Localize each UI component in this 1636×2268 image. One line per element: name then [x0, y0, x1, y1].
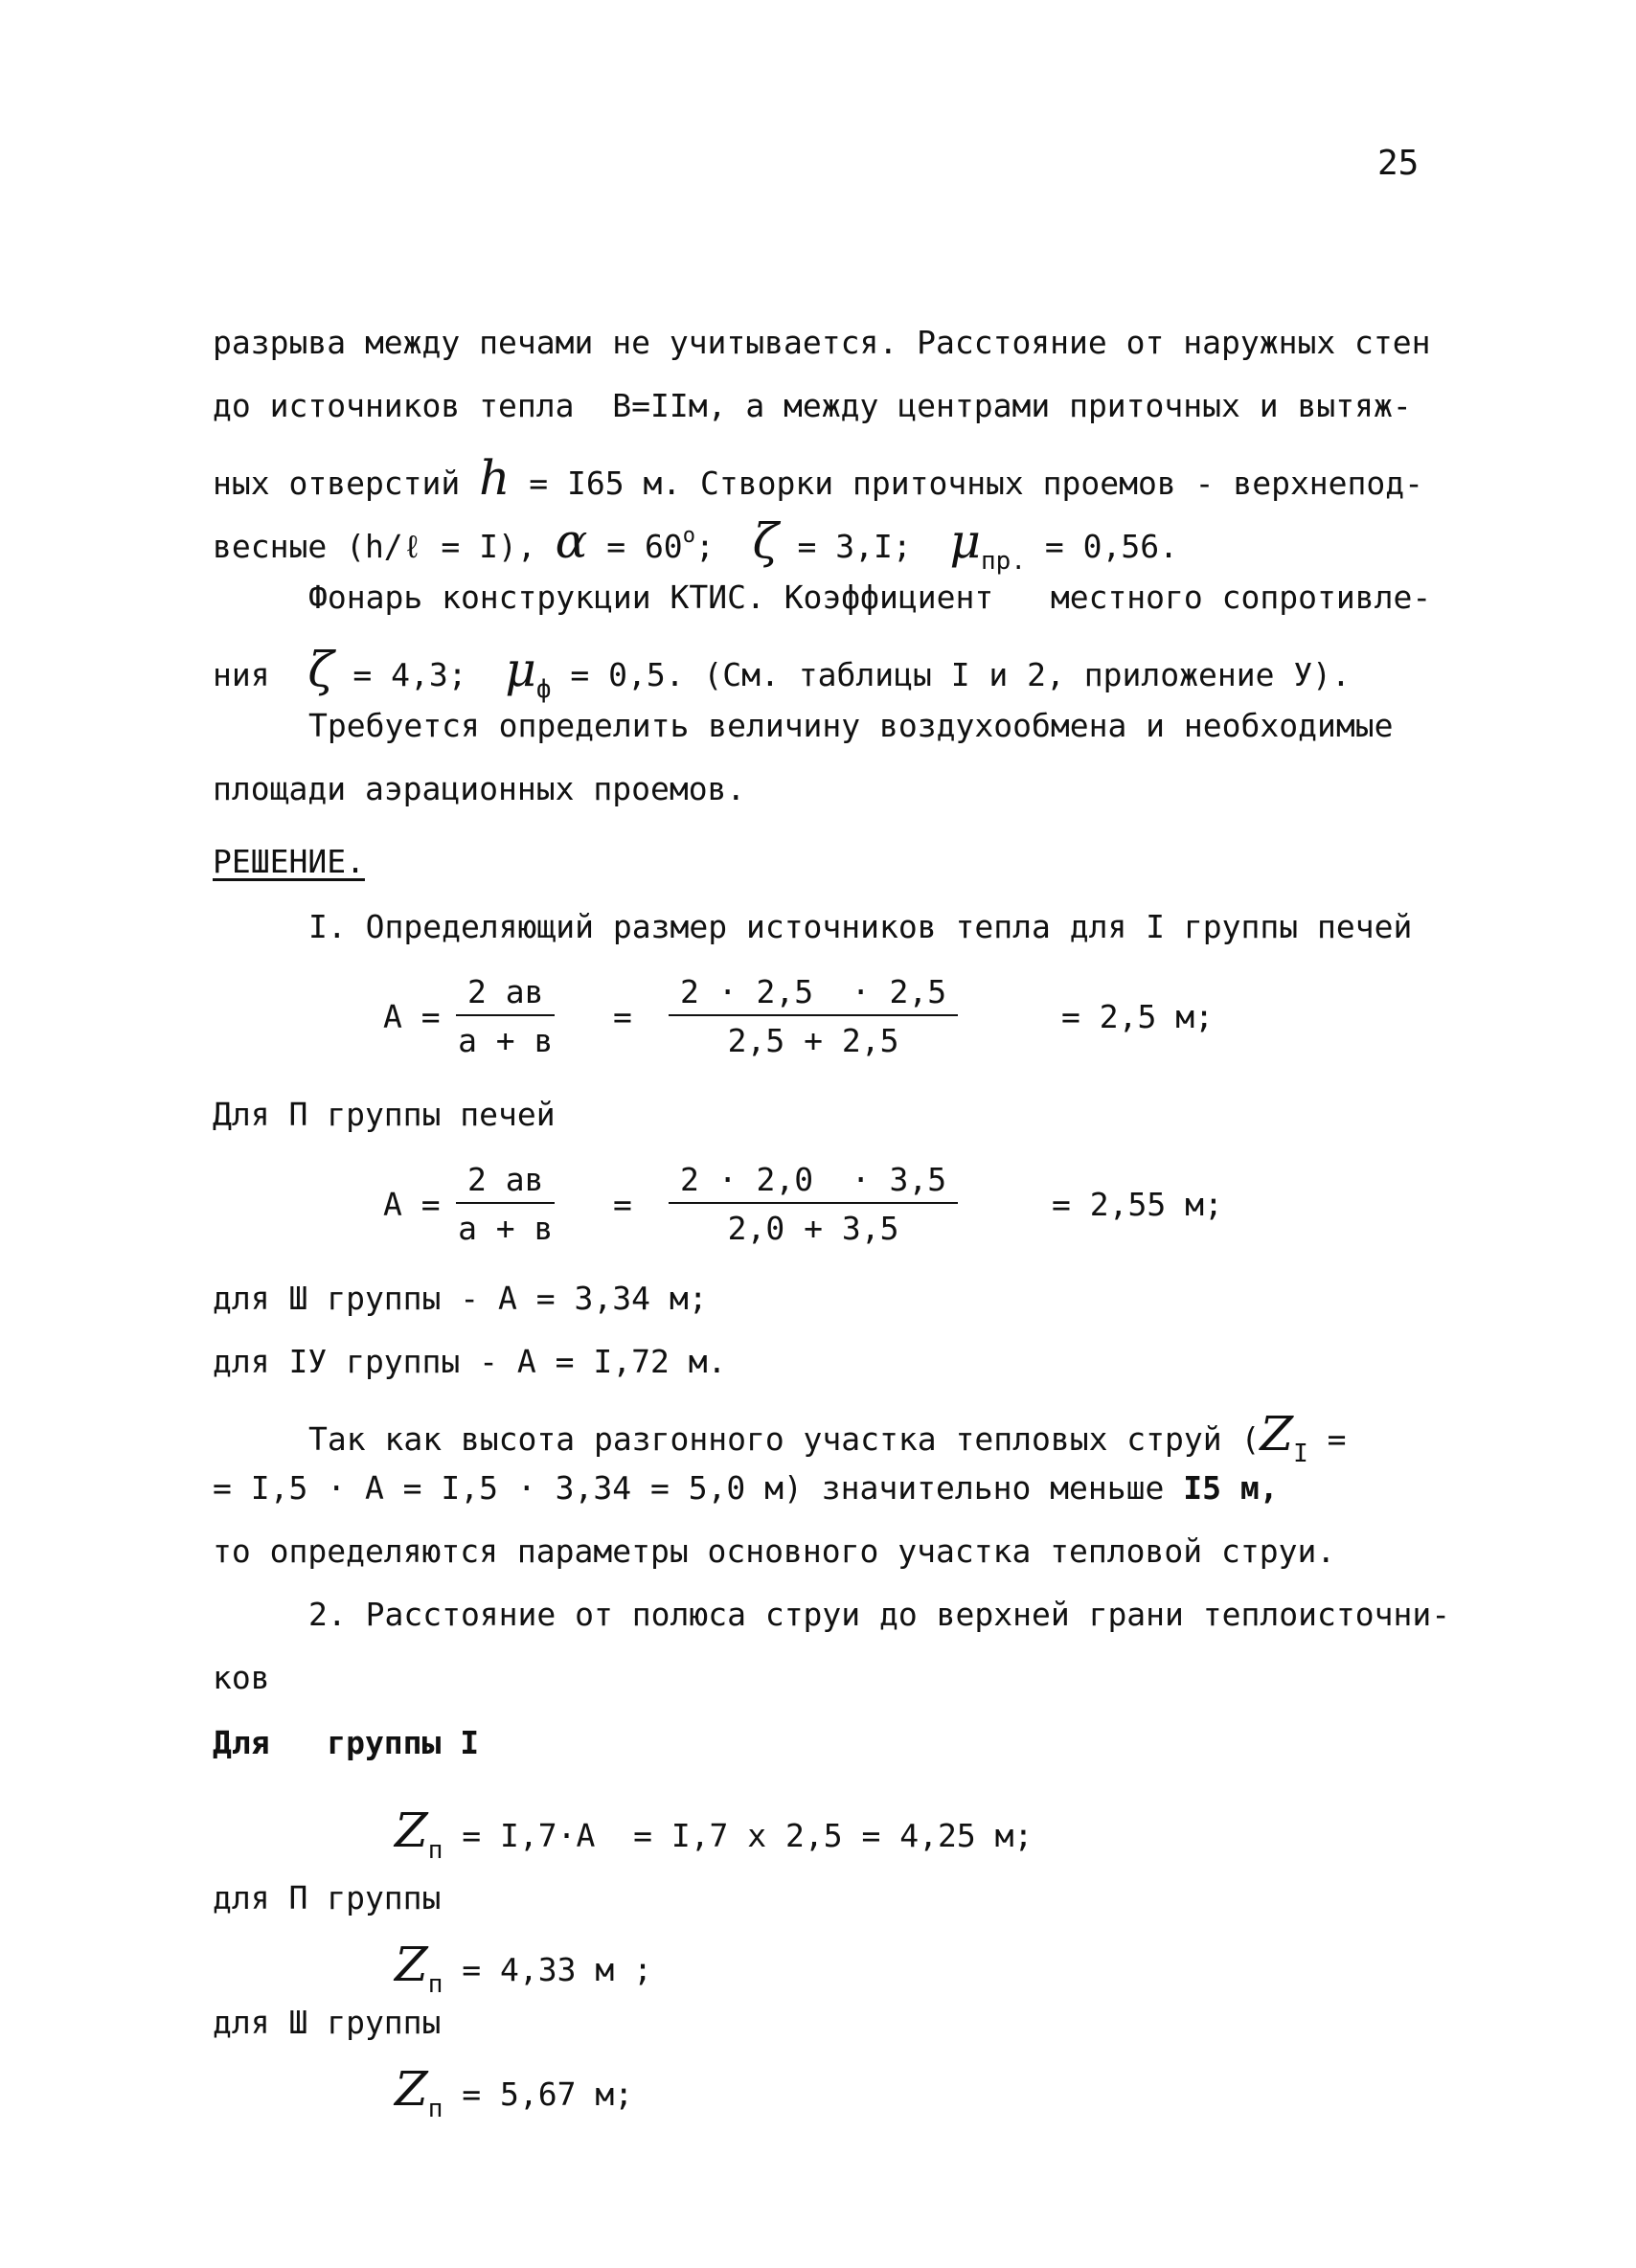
para1-line3 — [213, 450, 1423, 506]
zp-subscript-2: п — [427, 1970, 443, 1999]
para2-line2-b: = 0,5. (См. таблицы I и 2, приложение У). — [570, 656, 1351, 693]
para1-line2-b: B=IIм, а между центрами приточных и вытяж- — [612, 387, 1412, 424]
eq2-fraction-symbolic — [456, 1161, 555, 1247]
zp-symbol-1: Z — [395, 1803, 428, 1858]
zeta-value: = 3,I; — [797, 528, 912, 565]
zeta-value-2: = 4,3; — [352, 656, 467, 693]
angle-value: = 60 — [606, 528, 683, 565]
para4-line1-a: Так как высота разгонного участка тепловых струй ( — [308, 1420, 1261, 1458]
mu-symbol-2: μ — [505, 642, 536, 697]
eq-zp1-value: = I,7·A = I,7 x 2,5 = 4,25 м; — [462, 1817, 1034, 1854]
eq2-num2: 2 · 2,0 · 3,5 — [669, 1161, 958, 1204]
group4-line: для IУ группы - A = I,72 м. — [213, 1343, 727, 1380]
zeta-symbol-2: ζ — [307, 642, 334, 697]
zp-subscript-1: п — [427, 1836, 443, 1865]
group3-line: для Ш группы - A = 3,34 м; — [213, 1280, 708, 1317]
eq2-fraction-numeric — [669, 1161, 958, 1247]
page-number: 25 — [1377, 144, 1420, 183]
group-III-label: для Ш группы — [213, 2004, 442, 2041]
alpha-symbol: α — [555, 513, 588, 569]
eq2-den: а + в — [458, 1210, 554, 1247]
eq1-num2: 2 · 2,5 · 2,5 — [669, 973, 958, 1016]
mu-subscript: пр. — [981, 547, 1026, 576]
para1-line3-b: = I65 м. Створки приточных проемов - верхнепод- — [529, 465, 1424, 502]
group-I-label: Для группы I — [213, 1724, 480, 1761]
zeta-symbol: ζ — [752, 513, 779, 569]
z-symbol: Z — [1260, 1406, 1294, 1462]
para4-line1-b: = — [1307, 1420, 1347, 1458]
zp-subscript-3: п — [427, 2095, 443, 2123]
eq1-num: 2 ав — [456, 973, 555, 1016]
group-II-label: для П группы — [213, 1879, 442, 1916]
para1-line2 — [213, 387, 1412, 424]
para4-line2-a: = I,5 · A = I,5 · 3,34 = 5,0 м) значительно меньше — [213, 1469, 1165, 1507]
para2-line2-a: ния — [213, 656, 270, 693]
para1-line4-a: весные (h/ℓ = I), — [213, 528, 536, 565]
semicolon: ; — [694, 528, 715, 565]
eq2-equals: = — [613, 1186, 632, 1223]
step2-line2: ков — [213, 1659, 270, 1696]
degree-sign: o — [682, 524, 695, 548]
eq-zp3-value: = 5,67 м; — [462, 2075, 634, 2113]
eq2-lhs: A = — [383, 1186, 441, 1223]
eq1-lhs: A = — [383, 998, 441, 1035]
para1-line1: разрыва между печами не учитывается. Расстояние от наружных стен — [213, 324, 1431, 361]
para1-line2-a: до источников тепла — [213, 387, 575, 424]
para1-line3-a: ных отверстий — [213, 465, 461, 502]
para4-line1 — [308, 1406, 1347, 1468]
z-subscript: I — [1293, 1440, 1308, 1468]
para4-line3: то определяются параметры основного участка тепловой струи. — [213, 1532, 1336, 1570]
eq1-fraction-numeric — [669, 973, 958, 1059]
mu-symbol: μ — [949, 513, 982, 569]
eq-zp3 — [395, 2061, 634, 2123]
para2-line2 — [213, 642, 1351, 704]
para1-line4 — [213, 513, 1178, 576]
eq-zp2 — [395, 1937, 652, 1999]
mu-subscript-2: ф — [535, 675, 552, 704]
eq1-den2: 2,5 + 2,5 — [727, 1022, 899, 1059]
eq-zp2-value: = 4,33 м ; — [462, 1951, 652, 1988]
para4-line2 — [213, 1469, 1279, 1507]
eq1-den: а + в — [458, 1022, 554, 1059]
step1-text: I. Определяющий размер источников тепла для I группы печей — [308, 908, 1413, 945]
eq1-equals: = — [613, 998, 632, 1035]
solution-heading: РЕШЕНИЕ. — [213, 843, 365, 880]
para2-line1: Фонарь конструкции КТИС. Коэффициент местного сопротивле- — [308, 578, 1432, 616]
h-symbol: h — [479, 450, 511, 506]
eq-zp1 — [395, 1803, 1034, 1865]
zp-symbol-3: Z — [395, 2061, 428, 2117]
mu-value: = 0,56. — [1044, 528, 1178, 565]
para4-line2-b: I5 м, — [1183, 1469, 1279, 1507]
eq2-result: = 2,55 м; — [1052, 1186, 1223, 1223]
eq2-den2: 2,0 + 3,5 — [727, 1210, 899, 1247]
para3-line2: площади аэрационных проемов. — [213, 770, 746, 807]
eq1-result: = 2,5 м; — [1061, 998, 1214, 1035]
eq1-fraction-symbolic — [456, 973, 555, 1059]
step2-line1: 2. Расстояние от полюса струи до верхней грани теплоисточни- — [308, 1596, 1451, 1633]
para3-line1: Требуется определить величину воздухообмена и необходимые — [308, 707, 1394, 744]
eq2-num: 2 ав — [456, 1161, 555, 1204]
group2-label: Для П группы печей — [213, 1096, 556, 1133]
zp-symbol-2: Z — [395, 1937, 428, 1992]
